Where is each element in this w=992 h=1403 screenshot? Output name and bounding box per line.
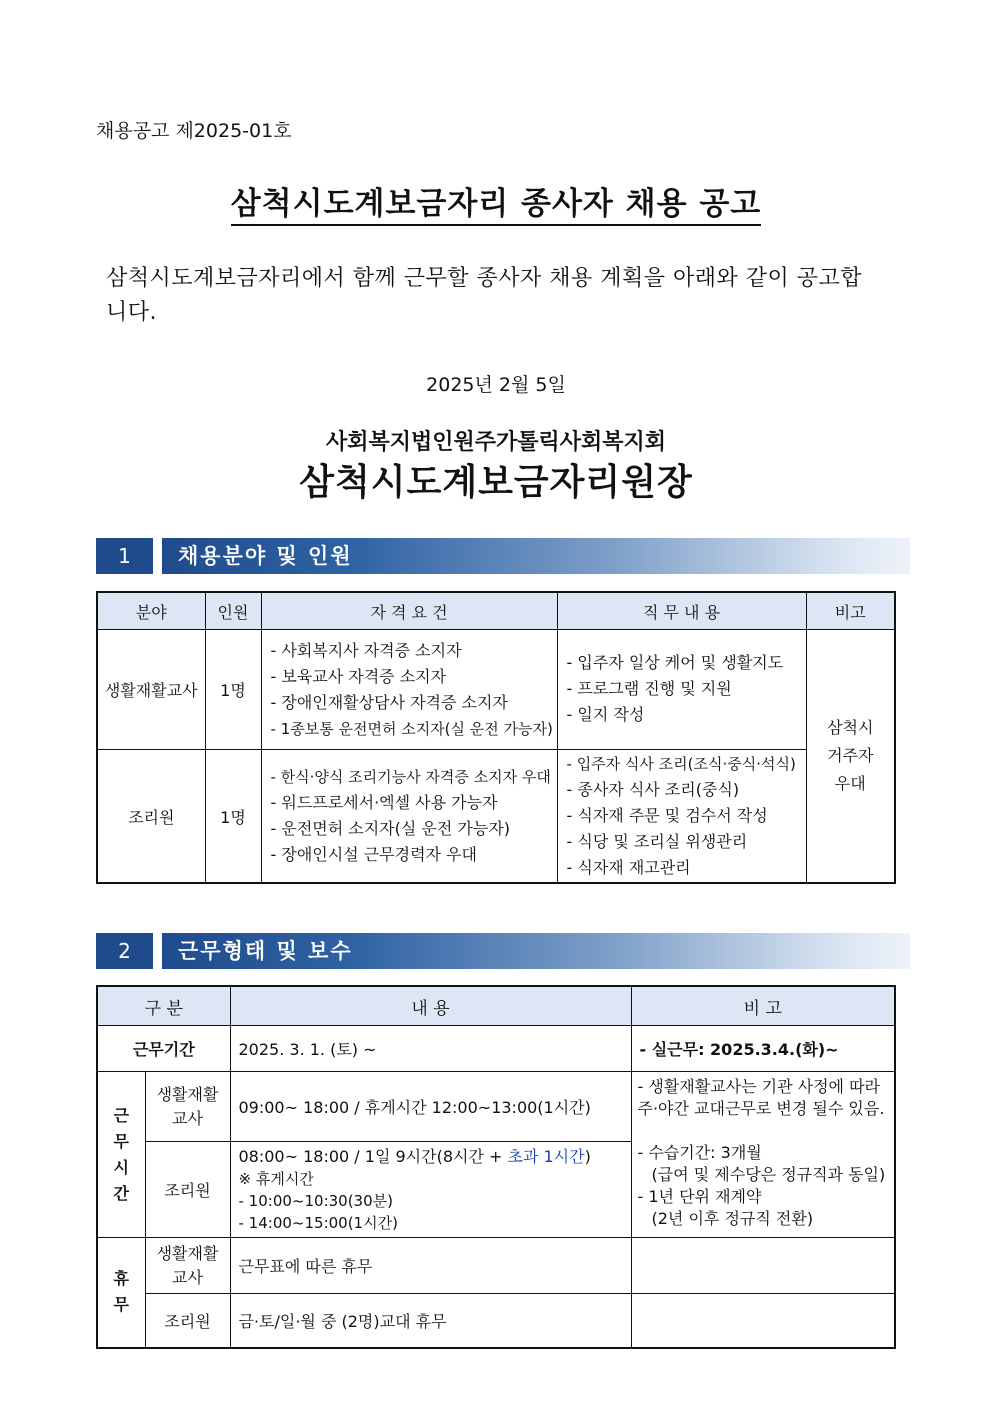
cook-hours-extra: 초과 1시간 [507, 1146, 585, 1166]
teacher-rest: 근무표에 따른 휴무 [230, 1238, 631, 1294]
field-cell: 조리원 [97, 750, 205, 884]
note-line: - 수습기간: 3개월 [637, 1143, 762, 1162]
table-row [97, 1026, 895, 1072]
center-director: 삼척시도계보금자리원장 [299, 462, 693, 503]
hours-label-char: 근 [113, 1105, 129, 1125]
rest-label [97, 1238, 145, 1348]
table-row [97, 1238, 895, 1294]
hours-label [97, 1072, 145, 1238]
section-1-title: 채용분야 및 인원 [162, 538, 910, 574]
duty-item: - 입주자 일상 케어 및 생활지도 [567, 650, 805, 676]
note-cell [806, 630, 895, 884]
count-cell: 1명 [205, 630, 261, 750]
cook-rest-note [631, 1294, 895, 1348]
qual-item: - 운전면허 소지자(실 운전 가능자) [271, 816, 556, 842]
teacher-label-line: 교사 [172, 1108, 203, 1128]
table-row [97, 1072, 895, 1142]
teacher-label-line: 생활재활 [156, 1243, 219, 1263]
notice-number: 채용공고 제2025-01호 [96, 120, 292, 142]
duties-cell [557, 630, 806, 750]
duty-item: - 입주자 식사 조리(조식·중식·석식) [567, 751, 805, 777]
period-note: - 실근무: 2025.3.4.(화)~ [631, 1026, 895, 1072]
header-quals: 자 격 요 건 [261, 592, 557, 630]
cook-hours-main: 08:00~ 18:00 / 1일 9시간(8시간 + [238, 1146, 508, 1166]
duty-item: - 식자재 주문 및 검수서 작성 [567, 803, 805, 829]
header-remarks: 비 고 [631, 986, 895, 1026]
table-row [97, 750, 895, 884]
cook-break: - 10:00~10:30(30분) [238, 1191, 393, 1210]
header-note: 비고 [806, 592, 895, 630]
header-category: 구 분 [97, 986, 230, 1026]
teacher-label-line: 생활재활 [156, 1084, 219, 1104]
note-line: 거주자 [827, 746, 874, 765]
note-line: (급여 및 제수당은 정규직과 동일) [651, 1165, 886, 1184]
header-duties: 직 무 내 용 [557, 592, 806, 630]
count-cell: 1명 [205, 750, 261, 884]
section-2-title: 근무형태 및 보수 [162, 933, 910, 969]
table-header-row [97, 986, 895, 1026]
note-line: (2년 이후 정규직 전환) [651, 1209, 814, 1228]
cook-hours-close: ) [584, 1146, 591, 1166]
duties-cell [557, 750, 806, 884]
table-row [97, 1294, 895, 1348]
cook-break-title: ※ 휴게시간 [238, 1169, 314, 1188]
table-row [97, 630, 895, 750]
intro-paragraph: 삼척시도계보금자리에서 함께 근무할 종사자 채용 계획을 아래와 같이 공고합니다. [106, 266, 863, 325]
note-line: - 생활재활교사는 기관 사정에 따라 [637, 1077, 881, 1096]
cook-rest: 금·토/일·월 중 (2명)교대 휴무 [230, 1294, 631, 1348]
qual-item: - 한식·양식 조리기능사 자격증 소지자 우대 [271, 764, 556, 790]
teacher-label-line: 교사 [172, 1267, 203, 1287]
document-title-text: 삼척시도계보금자리 종사자 채용 공고 [231, 186, 762, 226]
cook-break: - 14:00~15:00(1시간) [238, 1213, 398, 1232]
table-header-row [97, 592, 895, 630]
cook-rest-label: 조리원 [145, 1294, 230, 1348]
quals-cell [261, 750, 557, 884]
qual-item: - 보육교사 자격증 소지자 [271, 664, 556, 690]
teacher-hours: 09:00~ 18:00 / 휴게시간 12:00~13:00(1시간) [230, 1072, 631, 1142]
hours-notes [631, 1072, 895, 1238]
duty-item: - 식자재 재고관리 [567, 855, 805, 881]
note-line: - 1년 단위 재계약 [637, 1187, 762, 1206]
document-title [0, 178, 992, 223]
note-line [638, 1120, 889, 1142]
header-field: 분야 [97, 592, 205, 630]
rest-label-char: 무 [113, 1295, 129, 1315]
announcement-date: 2025년 2월 5일 [426, 374, 566, 396]
period-value: 2025. 3. 1. (토) ~ [230, 1026, 631, 1072]
hours-label-char: 시 [113, 1157, 129, 1177]
hours-label-char: 무 [113, 1131, 129, 1151]
section-1-number: 1 [96, 538, 153, 574]
qual-item: - 장애인시설 근무경력자 우대 [271, 842, 556, 868]
quals-cell [261, 630, 557, 750]
teacher-label [145, 1072, 230, 1142]
section-2-number: 2 [96, 933, 153, 969]
qual-item: - 워드프로세서·엑셀 사용 가능자 [271, 790, 556, 816]
note-line: 삼척시 [827, 718, 874, 737]
note-line: 우대 [834, 774, 866, 793]
teacher-rest-note [631, 1238, 895, 1294]
duty-item: - 프로그램 진행 및 지원 [567, 676, 805, 702]
rest-label-char: 휴 [113, 1269, 129, 1289]
teacher-rest-label [145, 1238, 230, 1294]
qual-item: - 1종보통 운전면허 소지자(실 운전 가능자) [271, 716, 556, 742]
cook-hours [230, 1142, 631, 1238]
recruitment-table [96, 591, 896, 884]
hours-label-char: 간 [113, 1183, 129, 1203]
header-content: 내 용 [230, 986, 631, 1026]
cook-label: 조리원 [145, 1142, 230, 1238]
qual-item: - 사회복지사 자격증 소지자 [271, 638, 556, 664]
work-conditions-table [96, 985, 896, 1349]
duty-item: - 일지 작성 [567, 702, 805, 728]
duty-item: - 식당 및 조리실 위생관리 [567, 829, 805, 855]
note-line: 주·야간 교대근무로 변경 될수 있음. [637, 1099, 885, 1118]
field-cell: 생활재활교사 [97, 630, 205, 750]
duty-item: - 종사자 식사 조리(중식) [567, 777, 805, 803]
qual-item: - 장애인재활상담사 자격증 소지자 [271, 690, 556, 716]
header-count: 인원 [205, 592, 261, 630]
period-label: 근무기간 [97, 1026, 230, 1072]
organization-name: 사회복지법인원주가톨릭사회복지회 [325, 430, 667, 455]
